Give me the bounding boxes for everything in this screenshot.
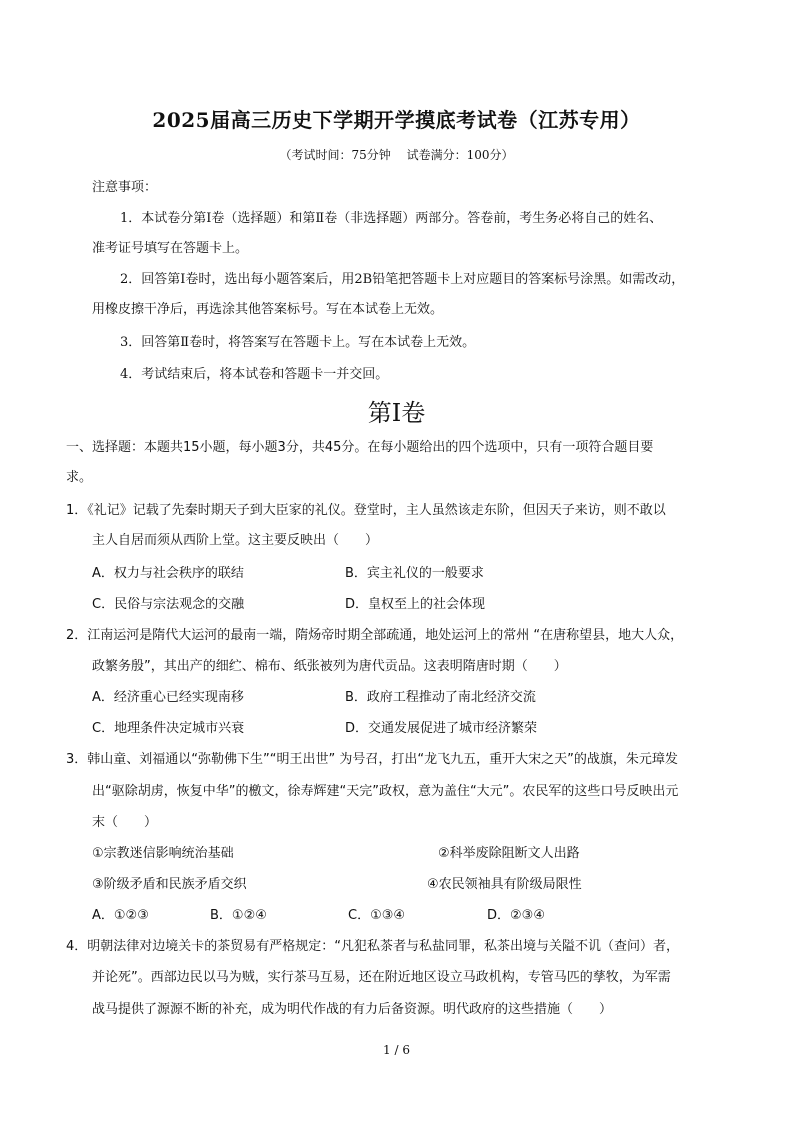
question-2-option-b[interactable]: B．政府工程推动了南北经济交流	[345, 690, 536, 705]
question-2-stem: 2．江南运河是隋代大运河的最南一端，隋炀帝时期全部疏通，地处运河上的常州 “在唐称望县，地大人众，	[66, 628, 684, 643]
note-line: 3．回答第Ⅱ卷时，将答案写在答题卡上。写在本试卷上无效。	[120, 335, 476, 350]
page-number: 1 / 6	[383, 1043, 410, 1057]
note-line: 准考证号填写在答题卡上。	[92, 241, 249, 256]
question-1-option-d[interactable]: D．皇权至上的社会体现	[345, 597, 486, 612]
question-3-option-c[interactable]: C．①③④	[348, 908, 406, 923]
question-1-option-a[interactable]: A．权力与社会秩序的联结	[92, 566, 244, 581]
question-1-stem: 1．《礼记》记载了先秦时期天子到大臣家的礼仪。登堂时，主人虽然该走东阶，但因天子来访，则不敢以	[66, 503, 666, 518]
question-1-option-c[interactable]: C．民俗与宗法观念的交融	[92, 597, 245, 612]
note-line: 4．考试结束后，将本试卷和答题卡一并交回。	[120, 367, 389, 382]
question-4-stem: 战马提供了源源不断的补充，成为明代作战的有力后备资源。明代政府的这些措施（ ）	[92, 1002, 613, 1017]
question-3-option-b[interactable]: B．①②④	[210, 908, 267, 923]
note-line: 1．本试卷分第Ⅰ卷（选择题）和第Ⅱ卷（非选择题）两部分。答卷前，考生务必将自己的姓名、	[120, 211, 663, 226]
question-3-option-d[interactable]: D．②③④	[487, 908, 545, 923]
page-title: 2025届高三历史下学期开学摸底考试卷（江苏专用）	[152, 108, 641, 132]
question-3-stem: 末（ ）	[92, 815, 158, 830]
question-2-option-d[interactable]: D．交通发展促进了城市经济繁荣	[345, 721, 538, 736]
question-3-stem: 3．韩山童、刘福通以“弥勒佛下生”“明王出世” 为号召，打出“龙飞九五，重开大宋之天”的战旗，朱元璋发	[66, 752, 678, 767]
question-4-stem: 并论死”。西部边民以马为贼，实行茶马互易，还在附近地区设立马政机构，专管马匹的孳牧，为军需	[92, 970, 671, 985]
note-line: 用橡皮擦干净后，再选涂其他答案标号。写在本试卷上无效。	[92, 302, 444, 317]
question-2-option-a[interactable]: A．经济重心已经实现南移	[92, 690, 244, 705]
question-1-stem: 主人自居而须从西阶上堂。这主要反映出（ ）	[92, 533, 379, 548]
question-4-stem: 4．明朝法律对边境关卡的茶贸易有严格规定：“凡犯私茶者与私盐同罪，私茶出境与关隘不讥（查问）者，	[66, 939, 680, 954]
question-3-stem: 出“驱除胡虏，恢复中华”的檄文，徐寿辉建“天完”政权，意为盖住“大元”。农民军的这些口号反映出元	[92, 784, 679, 799]
question-1-option-b[interactable]: B．宾主礼仪的一般要求	[345, 566, 484, 581]
section-title: 第Ⅰ卷	[367, 399, 426, 427]
section-intro: 求。	[66, 470, 93, 485]
question-2-option-c[interactable]: C．地理条件决定城市兴衰	[92, 721, 245, 736]
note-line: 2．回答第Ⅰ卷时，选出每小题答案后，用2B铅笔把答题卡上对应题目的答案标号涂黑。如需改动，	[120, 272, 685, 287]
question-3-option-a[interactable]: A．①②③	[92, 908, 149, 923]
exam-info: （考试时间：75分钟 试卷满分：100分）	[279, 148, 514, 162]
question-3-statement: ③阶级矛盾和民族矛盾交织	[92, 877, 247, 892]
question-3-statement: ④农民领袖具有阶级局限性	[427, 877, 582, 892]
question-3-statement: ①宗教迷信影响统治基础	[92, 846, 234, 861]
question-3-statement: ②科举废除阻断文人出路	[438, 846, 580, 861]
notes-heading: 注意事项：	[92, 180, 158, 195]
section-intro: 一、选择题：本题共15小题，每小题3分，共45分。在每小题给出的四个选项中，只有一项符合题目要	[66, 440, 654, 455]
question-2-stem: 政繁务殷”，其出产的细纻、棉布、纸张被列为唐代贡品。这表明隋唐时期（ ）	[92, 659, 567, 674]
